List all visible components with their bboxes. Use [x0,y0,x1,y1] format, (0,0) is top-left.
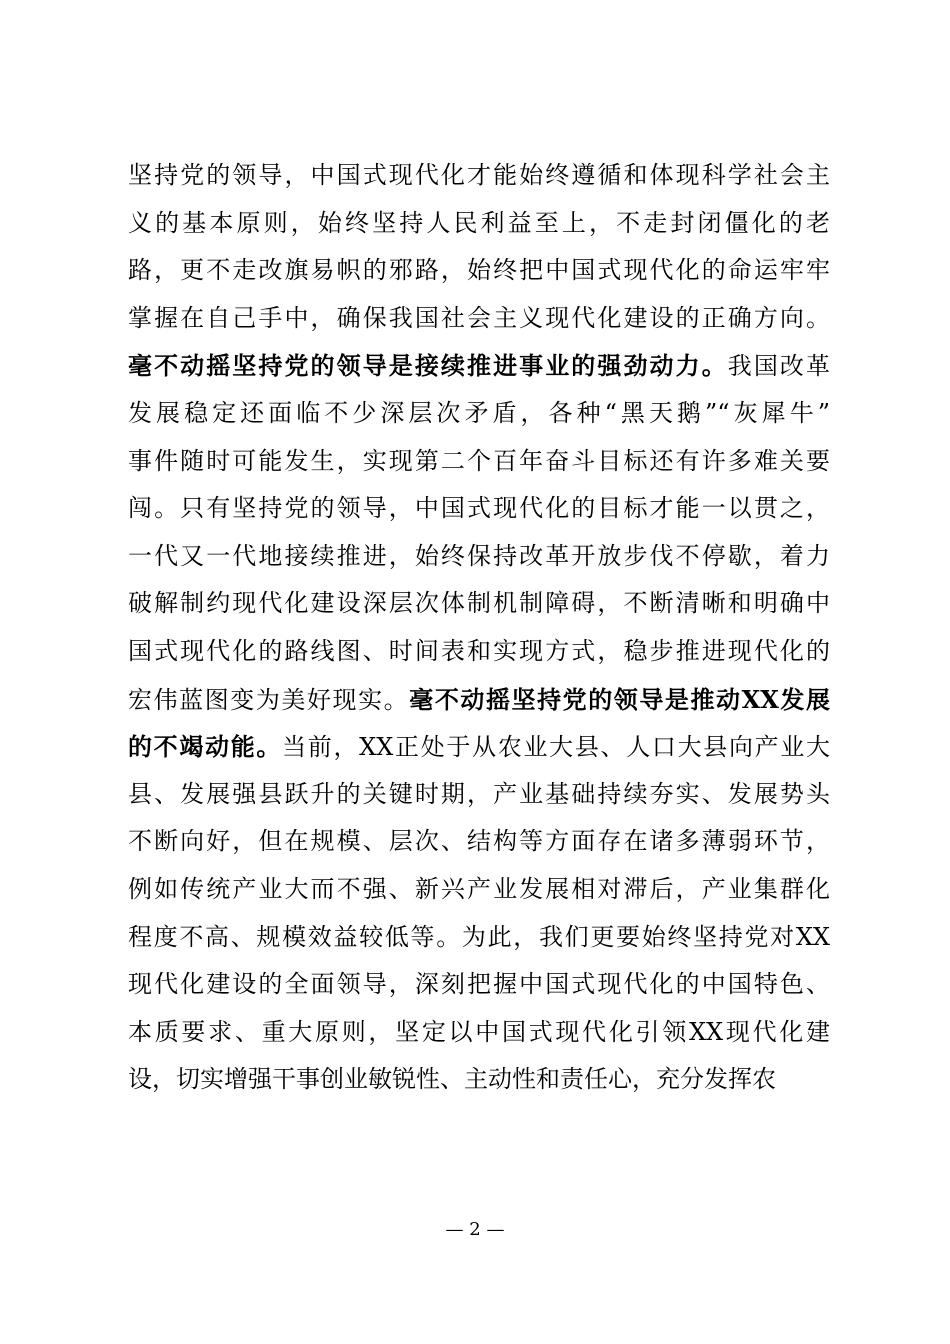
text-line [128,1009,830,1057]
text-segment: 破解制约现代化建设深层次体制机制障碍，不断清晰和明确中 [128,589,830,618]
text-line [128,295,830,343]
text-line [128,771,830,819]
body-text [128,152,830,1104]
page-number: — 2 — [445,1219,505,1240]
text-line [128,866,830,914]
text-segment: 当前，XX正处于从农业大县、人口大县向产业大 [282,733,831,762]
text-segment: 宏伟蓝图变为美好现实。 [128,685,410,714]
text-segment: 一代又一代地接续推进，始终保持改革开放步伐不停歇，着力 [128,541,830,570]
bold-text-segment: 毫不动摇坚持党的领导是推动XX发展 [409,684,831,714]
text-line [128,533,830,581]
bold-text-segment: 的不竭动能。 [128,732,283,762]
text-segment: 义的基本原则，始终坚持人民利益至上，不走封闭僵化的老 [128,208,830,237]
text-line [128,200,830,248]
text-line [128,342,830,390]
text-line [128,1056,830,1104]
text-line [128,914,830,962]
text-segment: 本质要求、重大原则，坚定以中国式现代化引领XX现代化建 [128,1017,830,1046]
text-line [128,438,830,486]
text-segment: 县、发展强县跃升的关键时期，产业基础持续夯实、发展势头 [128,779,830,808]
text-segment: 事件随时可能发生，实现第二个百年奋斗目标还有许多难关要 [128,446,830,475]
text-line [128,628,830,676]
text-segment: 国式现代化的路线图、时间表和实现方式，稳步推进现代化的 [128,636,830,665]
text-line [128,580,830,628]
text-segment: 设，切实增强干事创业敏锐性、主动性和责任心，充分发挥农 [128,1065,776,1094]
bold-text-segment: 毫不动摇坚持党的领导是接续推进事业的强劲动力。 [128,351,728,381]
text-line [128,723,830,771]
text-segment: 闯。只有坚持党的领导，中国式现代化的目标才能一以贯之， [128,494,830,523]
text-segment: 程度不高、规模效益较低等。为此，我们更要始终坚持党对XX [128,922,830,951]
text-segment: 坚持党的领导，中国式现代化才能始终遵循和体现科学社会主 [128,161,830,189]
text-line [128,818,830,866]
text-line [128,152,830,200]
text-line [128,485,830,533]
text-line [128,961,830,1009]
text-segment: 现代化建设的全面领导，深刻把握中国式现代化的中国特色、 [128,970,830,999]
text-segment: 例如传统产业大而不强、新兴产业发展相对滞后，产业集群化 [128,874,830,903]
text-line [128,676,830,724]
text-segment: 我国改革 [727,352,831,381]
text-line [128,390,830,438]
text-segment: 路，更不走改旗易帜的邪路，始终把中国式现代化的命运牢牢 [128,256,830,285]
text-line [128,247,830,295]
text-segment: 掌握在自己手中，确保我国社会主义现代化建设的正确方向。 [128,303,830,332]
text-segment: 不断向好，但在规模、层次、结构等方面存在诸多薄弱环节， [128,827,830,856]
text-segment: 发展稳定还面临不少深层次矛盾，各种“黑天鹅”“灰犀牛” [128,398,830,427]
